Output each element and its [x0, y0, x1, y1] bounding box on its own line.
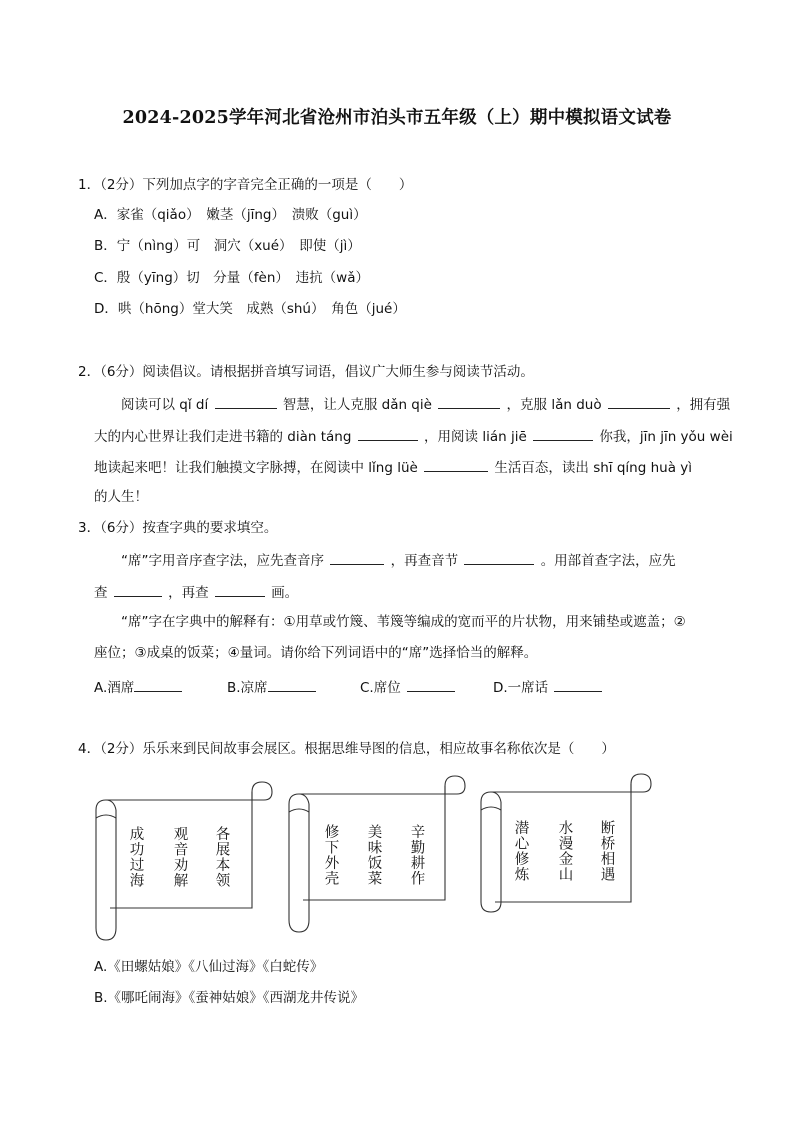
q2-blank-4[interactable]	[358, 426, 418, 441]
q3-text: 。用部首查字法，应先	[540, 553, 676, 569]
q2-text: ，用阅读 lián jiē	[424, 429, 527, 445]
q2-blank-2[interactable]	[438, 394, 500, 409]
scroll2-col-3: 辛勤耕作	[408, 824, 425, 886]
q1-stem: 1．（2分）下列加点字的字音完全正确的一项是（ ）	[78, 177, 413, 193]
scroll1-col-1: 成功过海	[127, 826, 144, 888]
q3-option-a	[94, 677, 184, 697]
q4-option-b[interactable]: B.《哪吒闹海》《蚕神姑娘》《西湖龙井传说》	[94, 990, 365, 1006]
scroll2-col-1: 修下外壳	[322, 824, 339, 886]
scroll-mindmap-3	[477, 770, 657, 918]
q1-option-a[interactable]: A．家雀（qiǎo） 嫩茎（jīng） 溃败（guì）	[94, 207, 367, 223]
q3-text: 画。	[271, 585, 299, 601]
q3-text: ，再查音节	[390, 553, 459, 569]
q3-blank-2[interactable]	[464, 550, 534, 565]
q2-line-3	[94, 457, 692, 477]
q3-opt-label: D.一席话	[493, 680, 549, 696]
scroll-mindmap-1	[92, 778, 276, 948]
q3-opt-label: C.席位	[360, 680, 401, 696]
q2-stem: 2．（6分）阅读倡议。请根据拼音填写词语，倡议广大师生参与阅读节活动。	[78, 364, 534, 380]
q2-blank-6[interactable]	[424, 457, 488, 472]
q4-stem: 4．（2分）乐乐来到民间故事会展区。根据思维导图的信息，相应故事名称依次是（ ）	[78, 741, 615, 757]
q3-blank-a[interactable]	[134, 677, 182, 692]
q2-line-2	[94, 426, 733, 446]
q2-text: 阅读可以 qǐ dí	[121, 397, 209, 413]
q3-line-2	[94, 582, 298, 602]
q3-blank-4[interactable]	[215, 582, 265, 597]
q2-line-4: 的人生！	[94, 489, 148, 505]
scroll1-col-2: 观音劝解	[171, 826, 188, 888]
q3-text: 查	[94, 585, 108, 601]
q2-blank-3[interactable]	[608, 394, 670, 409]
q4-option-a[interactable]: A.《田螺姑娘》《八仙过海》《白蛇传》	[94, 959, 324, 975]
q3-stem: 3．（6分）按查字典的要求填空。	[78, 520, 278, 536]
q2-text: 生活百态，读出 shī qíng huà yì	[494, 460, 692, 476]
q3-blank-d[interactable]	[554, 677, 602, 692]
q3-option-c	[360, 677, 457, 697]
q3-opt-label: B.凉席	[227, 680, 268, 696]
q2-text: 智慧，让人克服 dǎn qiè	[282, 397, 432, 413]
scroll3-col-2: 水漫金山	[556, 820, 573, 882]
scroll3-col-1: 潜心修炼	[512, 820, 529, 882]
q1-option-d[interactable]: D．哄（hōng）堂大笑 成熟（shú） 角色（jué）	[94, 301, 406, 317]
scroll2-col-2: 美味饭菜	[365, 824, 382, 886]
scroll-mindmap-2	[285, 772, 470, 940]
q3-line-1	[121, 550, 676, 570]
q2-text: ，拥有强	[676, 397, 731, 413]
q3-text: ，再查	[168, 585, 209, 601]
q2-line-1	[121, 394, 730, 414]
q3-text: “席”字用音序查字法，应先查音序	[121, 553, 324, 569]
q3-option-d	[493, 677, 604, 697]
q3-opt-label: A.酒席	[94, 680, 135, 696]
q3-line-3: “席”字在字典中的解释有：①用草或竹篾、苇篾等编成的宽而平的片状物，用来铺垫或遮盖；②	[121, 614, 686, 630]
q2-text: 地读起来吧！让我们触摸文字脉搏，在阅读中 lǐng lüè	[94, 460, 418, 476]
q1-option-b[interactable]: B．宁（nìng）可 洞穴（xué） 即使（jì）	[94, 238, 361, 254]
q3-option-b	[227, 677, 318, 697]
q3-blank-c[interactable]	[407, 677, 455, 692]
scroll1-col-3: 各展本领	[213, 826, 230, 888]
q1-option-c[interactable]: C．殷（yīng）切 分量（fèn） 违抗（wǎ）	[94, 270, 369, 286]
q3-line-4: 座位；③成桌的饭菜；④量词。请你给下列词语中的“席”选择恰当的解释。	[94, 645, 538, 661]
q2-text: ，克服 lǎn duò	[506, 397, 602, 413]
q2-text: 大的内心世界让我们走进书籍的 diàn táng	[94, 429, 352, 445]
q3-blank-3[interactable]	[114, 582, 162, 597]
q2-blank-1[interactable]	[215, 394, 277, 409]
q2-blank-5[interactable]	[533, 426, 593, 441]
q3-blank-b[interactable]	[268, 677, 316, 692]
q3-blank-1[interactable]	[330, 550, 384, 565]
scroll3-col-3: 断桥相遇	[598, 820, 615, 882]
page-title: 2024-2025学年河北省沧州市泊头市五年级（上）期中模拟语文试卷	[122, 108, 672, 128]
q2-text: 你我，jīn jīn yǒu wèi	[599, 429, 733, 445]
